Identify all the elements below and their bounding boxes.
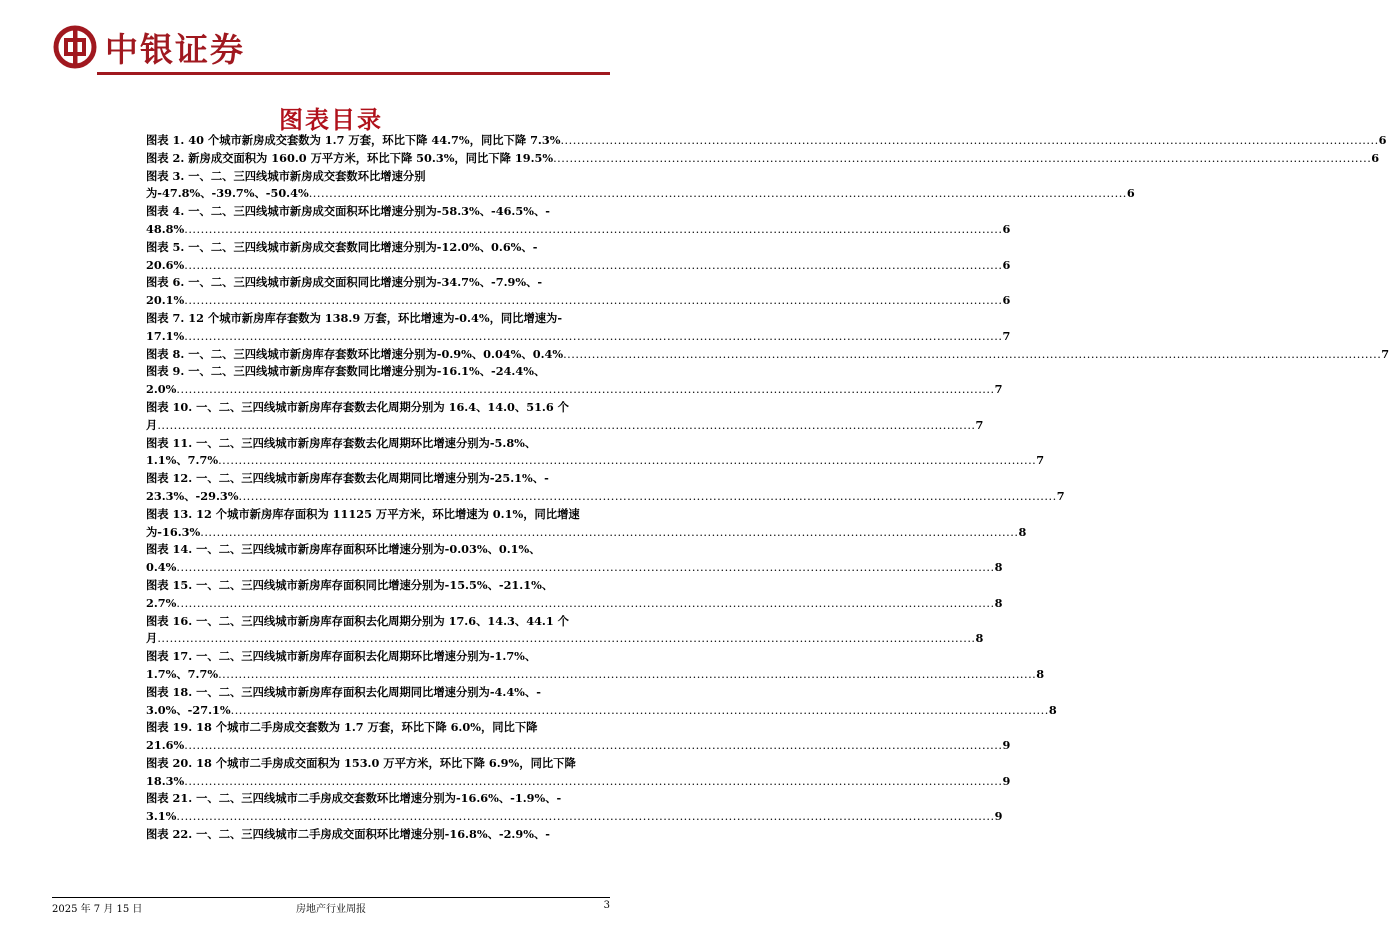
toc-leader-dots: ........................................................................................................................................................................................................ (238, 489, 1057, 503)
toc-page-number: 7 (1381, 346, 1389, 361)
toc-entry[interactable] (146, 755, 1011, 791)
toc-entry-text: 3.1% (146, 809, 177, 824)
toc-leader-dots: ........................................................................................................................................................................................................ (184, 258, 1003, 272)
toc-page-number: 6 (1002, 221, 1011, 236)
toc-entry-text: 1.1%、7.7% (146, 453, 219, 468)
toc-entry-text: 图表 4. 一、二、三四线城市新房成交面积环比增速分别为-58.3%、-46.5%、- (146, 204, 550, 219)
toc-entry-text: 图表 9. 一、二、三四线城市新房库存套数同比增速分别为-16.1%、-24.4%、 (146, 364, 546, 379)
toc-entry-text: 图表 7. 12 个城市新房库存套数为 138.9 万套，环比增速为-0.4%，同比增速为- (146, 310, 563, 325)
toc-entry[interactable] (146, 132, 1387, 150)
toc-page-number: 6 (1002, 293, 1011, 308)
toc-page-number: 9 (994, 809, 1003, 824)
toc-entry-text: 图表 6. 一、二、三四线城市新房成交面积同比增速分别为-34.7%、-7.9%、- (146, 275, 543, 290)
toc-entry[interactable] (146, 684, 1057, 720)
toc-page-number: 8 (1048, 702, 1057, 717)
toc-leader-dots: ........................................................................................................................................................................................................ (184, 222, 1003, 236)
toc-page-number: 6 (1002, 257, 1011, 272)
toc-entry-text: 图表 16. 一、二、三四线城市新房库存面积去化周期分别为 17.6、14.3、44.1 个 (146, 613, 569, 628)
toc-page-number: 7 (1056, 488, 1065, 503)
toc-entry-text: 图表 3. 一、二、三四线城市新房成交套数环比增速分别 (146, 168, 426, 183)
toc-entry-text: 23.3%、-29.3% (146, 488, 239, 503)
toc-entry-text: 48.8% (146, 221, 185, 236)
toc-page-number: 6 (1371, 150, 1380, 165)
table-of-figures (146, 132, 1389, 844)
toc-page-number: 8 (1036, 666, 1045, 681)
toc-entry[interactable] (146, 310, 1011, 346)
toc-leader-dots: ........................................................................................................................................................................................................ (560, 134, 1379, 147)
toc-page-number: 9 (1002, 773, 1011, 788)
toc-leader-dots: ........................................................................................................................................................................................................ (200, 525, 1019, 539)
toc-leader-dots: ........................................................................................................................................................................................................ (176, 596, 995, 610)
toc-leader-dots: ........................................................................................................................................................................................................ (308, 187, 1127, 201)
toc-page-number: 7 (1002, 328, 1011, 343)
toc-page-number: 7 (975, 417, 984, 432)
toc-entry[interactable] (146, 346, 1389, 364)
toc-entry-text: 图表 15. 一、二、三四线城市新房库存面积同比增速分别为-15.5%、-21.1%、 (146, 577, 554, 592)
toc-page-number: 6 (1378, 133, 1387, 147)
toc-entry[interactable] (146, 399, 984, 435)
toc-entry-text: 1.7%、7.7% (146, 666, 219, 681)
toc-entry-text: 20.6% (146, 257, 185, 272)
toc-leader-dots: ........................................................................................................................................................................................................ (157, 418, 976, 432)
toc-entry-text: 图表 2. 新房成交面积为 160.0 万平方米，环比下降 50.3%，同比下降 19.5% (146, 150, 554, 165)
toc-entry-text: 图表 13. 12 个城市新房库存面积为 11125 万平方米，环比增速为 0.1%，同比增速 (146, 506, 580, 521)
toc-entry-text: 图表 12. 一、二、三四线城市新房库存套数去化周期同比增速分别为-25.1%、- (146, 471, 549, 486)
toc-leader-dots: ........................................................................................................................................................................................................ (218, 454, 1037, 468)
toc-leader-dots: ........................................................................................................................................................................................................ (230, 703, 1049, 717)
toc-entry-text: 21.6% (146, 738, 185, 753)
toc-entry-text: 图表 14. 一、二、三四线城市新房库存面积环比增速分别为-0.03%、0.1%、 (146, 542, 541, 557)
toc-page-number: 8 (994, 595, 1003, 610)
toc-entry-text: 18.3% (146, 773, 185, 788)
toc-entry-text: 为-47.8%、-39.7%、-50.4% (146, 186, 309, 201)
toc-entry-text: 为-16.3% (146, 524, 201, 539)
toc-page-number: 8 (975, 631, 984, 646)
toc-entry[interactable] (146, 719, 1011, 755)
toc-entry-text: 3.0%、-27.1% (146, 702, 231, 717)
toc-entry-text: 2.0% (146, 382, 177, 397)
toc-leader-dots: ........................................................................................................................................................................................................ (563, 347, 1382, 361)
toc-entry-text: 17.1% (146, 328, 185, 343)
toc-leader-dots: ........................................................................................................................................................................................................ (176, 383, 995, 397)
toc-entry[interactable] (146, 826, 624, 844)
brand-logo (53, 24, 245, 70)
toc-leader-dots: ........................................................................................................................................................................................................ (176, 810, 995, 824)
toc-entry-text: 图表 5. 一、二、三四线城市新房成交套数同比增速分别为-12.0%、0.6%、- (146, 239, 538, 254)
toc-entry-text: 图表 22. 一、二、三四线城市二手房成交面积环比增速分别-16.8%、-2.9%、- (146, 827, 550, 842)
toc-entry[interactable] (146, 790, 1003, 826)
toc-leader-dots: ........................................................................................................................................................................................................ (184, 294, 1003, 308)
toc-entry[interactable] (146, 506, 1027, 542)
toc-entry-text: 月 (146, 417, 158, 432)
toc-entry[interactable] (146, 541, 1003, 577)
toc-entry-text: 图表 8. 一、二、三四线城市新房库存套数环比增速分别为-0.9%、0.04%、0.4% (146, 346, 564, 361)
toc-leader-dots: ........................................................................................................................................................................................................ (553, 151, 1372, 165)
toc-entry[interactable] (146, 150, 1380, 168)
toc-entry[interactable] (146, 577, 1003, 613)
toc-entry[interactable] (146, 203, 1011, 239)
toc-page-number: 7 (1036, 453, 1045, 468)
toc-page-number: 6 (1126, 186, 1135, 201)
toc-entry-text: 图表 20. 18 个城市二手房成交面积为 153.0 万平方米，环比下降 6.9%，同比下降 (146, 755, 576, 770)
toc-entry-text: 图表 21. 一、二、三四线城市二手房成交套数环比增速分别为-16.6%、-1.9%、- (146, 791, 562, 806)
toc-entry-text: 图表 11. 一、二、三四线城市新房库存套数去化周期环比增速分别为-5.8%、 (146, 435, 537, 450)
toc-entry-text: 月 (146, 631, 158, 646)
footer-rule (52, 897, 610, 898)
bank-of-china-logo-icon (53, 25, 97, 69)
toc-entry-text: 2.7% (146, 595, 177, 610)
footer-page-number: 3 (603, 900, 610, 911)
toc-entry-text: 图表 19. 18 个城市二手房成交套数为 1.7 万套，环比下降 6.0%，同比下降 (146, 720, 538, 735)
toc-entry[interactable] (146, 274, 1011, 310)
toc-entry-text: 20.1% (146, 293, 185, 308)
toc-leader-dots: ........................................................................................................................................................................................................ (184, 329, 1003, 343)
toc-entry[interactable] (146, 363, 1003, 399)
toc-entry-text: 图表 1. 40 个城市新房成交套数为 1.7 万套，环比下降 44.7%，同比下降 7.3% (146, 133, 561, 147)
toc-entry[interactable] (146, 613, 984, 649)
footer-date: 2025 年 7 月 15 日 (52, 904, 143, 915)
toc-entry-text: 图表 17. 一、二、三四线城市新房库存面积去化周期环比增速分别为-1.7%、 (146, 649, 537, 664)
brand-name: 中银证券 (105, 29, 245, 69)
toc-page-number: 7 (994, 382, 1003, 397)
toc-entry-text: 图表 18. 一、二、三四线城市新房库存面积去化周期同比增速分别为-4.4%、- (146, 684, 541, 699)
toc-leader-dots: ........................................................................................................................................................................................................ (218, 667, 1037, 681)
toc-leader-dots: ........................................................................................................................................................................................................ (184, 774, 1003, 788)
toc-entry[interactable] (146, 470, 1065, 506)
toc-entry[interactable] (146, 435, 1045, 471)
toc-leader-dots: ........................................................................................................................................................................................................ (176, 561, 995, 575)
toc-entry[interactable] (146, 648, 1045, 684)
header-rule (97, 72, 610, 75)
toc-page-number: 9 (1002, 738, 1011, 753)
toc-entry[interactable] (146, 168, 1135, 204)
toc-page-number: 8 (1018, 524, 1027, 539)
toc-leader-dots: ........................................................................................................................................................................................................ (184, 739, 1003, 753)
toc-page-number: 8 (994, 560, 1003, 575)
toc-entry-text: 0.4% (146, 560, 177, 575)
footer-report-type: 房地产行业周报 (296, 904, 366, 915)
toc-entry-text: 图表 10. 一、二、三四线城市新房库存套数去化周期分别为 16.4、14.0、51.6 个 (146, 399, 569, 414)
toc-entry[interactable] (146, 239, 1011, 275)
toc-leader-dots: ........................................................................................................................................................................................................ (157, 632, 976, 646)
page-title: 图表目录 (279, 106, 383, 134)
